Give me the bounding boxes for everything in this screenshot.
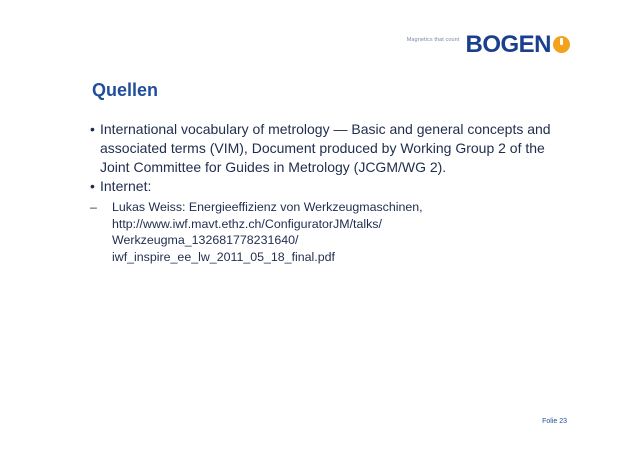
- bullet-item-vim: [90, 120, 560, 177]
- bullet-text: International vocabulary of metrology — Basic and general concepts and associated terms (VIM), Document produced by Working Group 2 of the Joint Committee for Guides in Metrology (JCGM/WG 2).: [100, 121, 551, 175]
- logo-wordmark: BOGEN: [465, 31, 551, 58]
- bullet-marker: •: [90, 178, 95, 194]
- bullet-text: Internet:: [100, 178, 152, 194]
- sub-bullet-text: [112, 199, 560, 265]
- slide-title: Quellen: [92, 80, 159, 100]
- sub-bullet-item: [90, 199, 560, 265]
- sun-icon: [553, 36, 570, 53]
- bullet-marker: •: [90, 121, 95, 137]
- slide-body: [90, 120, 560, 265]
- reference-url-line[interactable]: Werkzeugma_132681778231640/: [112, 233, 299, 247]
- slide-number: Folie 23: [542, 418, 567, 425]
- reference-author-title: Lukas Weiss: Energieeffizienz von Werkzeugmaschinen,: [112, 200, 423, 214]
- reference-url-line[interactable]: http://www.iwf.mavt.ethz.ch/ConfiguratorJM/talks/: [112, 216, 382, 231]
- logo-tagline: Magnetics that count: [406, 37, 460, 43]
- sub-bullet-marker: –: [90, 200, 97, 214]
- company-logo: [407, 33, 570, 57]
- reference-url-line[interactable]: iwf_inspire_ee_lw_2011_05_18_final.pdf: [112, 249, 335, 264]
- bullet-item-internet: [90, 177, 560, 196]
